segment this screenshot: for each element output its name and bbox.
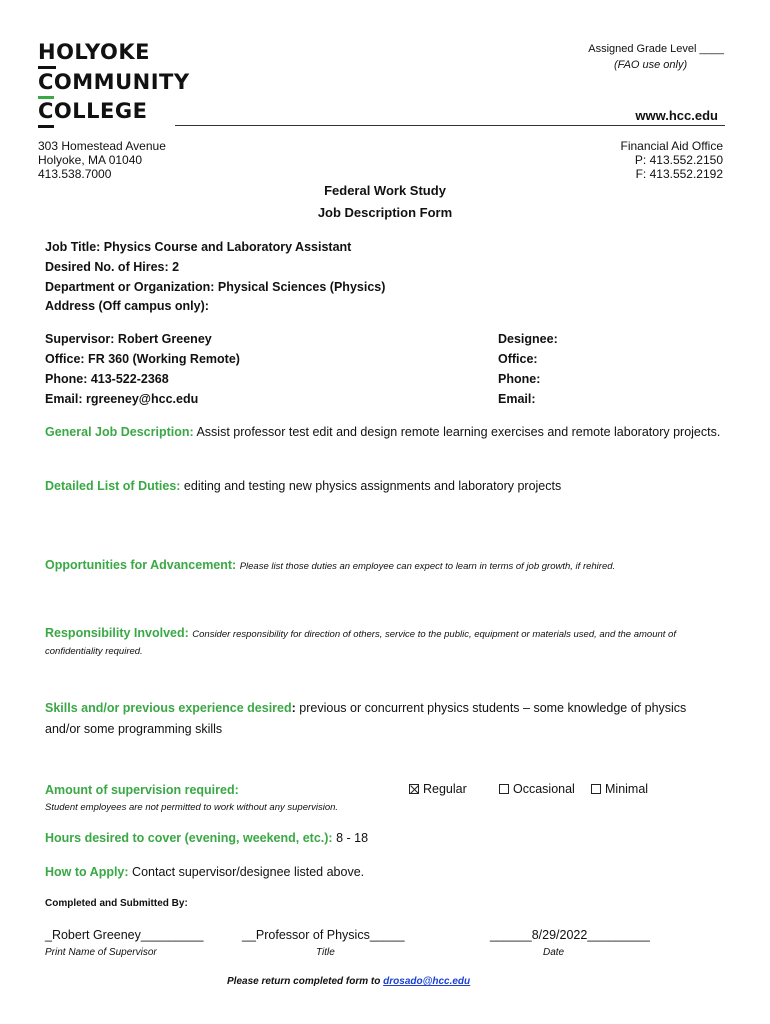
skills-text-1: previous or concurrent physics students – some knowledge of physics xyxy=(299,701,687,715)
occasional-label: Occasional xyxy=(513,782,575,796)
desired-hires: Desired No. of Hires: 2 xyxy=(45,260,180,274)
supervisor-email: Email: rgreeney@hcc.edu xyxy=(45,392,199,406)
skills-colon: : xyxy=(291,701,296,715)
form-title-line-2: Job Description Form xyxy=(317,205,453,220)
designee-email: Email: xyxy=(498,392,536,406)
supervision-occasional[interactable] xyxy=(499,782,575,796)
advancement-label: Opportunities for Advancement: xyxy=(45,558,237,572)
hours xyxy=(45,831,368,845)
job-title: Job Title: Physics Course and Laboratory Assistant xyxy=(45,240,352,254)
skills-label: Skills and/or previous experience desired xyxy=(45,701,292,715)
general-description-text: Assist professor test edit and design remote learning exercises and remote laboratory projects. xyxy=(196,425,721,439)
supervisor-title-value: __Professor of Physics_____ xyxy=(242,928,405,942)
hours-text: 8 - 18 xyxy=(336,831,369,845)
office-line-3: F: 413.552.2192 xyxy=(635,167,723,181)
duties-text: editing and testing new physics assignments and laboratory projects xyxy=(183,479,562,493)
how-to-apply xyxy=(45,865,364,879)
form-title-line-1: Federal Work Study xyxy=(324,183,446,198)
date-value: ______8/29/2022_________ xyxy=(490,928,650,942)
offcampus-address: Address (Off campus only): xyxy=(45,299,209,313)
completed-by-label: Completed and Submitted By: xyxy=(45,898,188,909)
designee-office: Office: xyxy=(498,352,538,366)
duties-label: Detailed List of Duties: xyxy=(45,479,181,493)
designee-phone: Phone: xyxy=(498,372,541,386)
supervision-regular[interactable] xyxy=(409,782,467,796)
supervision-label: Amount of supervision required: xyxy=(45,783,239,797)
regular-checkbox[interactable] xyxy=(409,784,419,794)
header-divider xyxy=(175,125,725,126)
hours-label: Hours desired to cover (evening, weekend, etc.): xyxy=(45,831,333,845)
supervisor-name-value: _Robert Greeney_________ xyxy=(45,928,204,942)
responsibility-text-2: confidentiality required. xyxy=(45,646,143,657)
responsibility xyxy=(45,626,676,640)
website-link[interactable]: www.hcc.edu xyxy=(635,108,718,123)
regular-label: Regular xyxy=(423,782,467,796)
date-caption: Date xyxy=(543,947,565,958)
office-line-2: P: 413.552.2150 xyxy=(634,153,723,167)
office-line-1: Financial Aid Office xyxy=(620,139,723,153)
supervision-note: Student employees are not permitted to work without any supervision. xyxy=(45,802,339,813)
supervisor-phone: Phone: 413-522-2368 xyxy=(45,372,169,386)
logo-community: COMMUNITY xyxy=(38,70,190,94)
general-description xyxy=(45,425,720,439)
advancement xyxy=(45,558,615,572)
department: Department or Organization: Physical Sciences (Physics) xyxy=(45,280,386,294)
designee-name: Designee: xyxy=(498,332,558,346)
logo-college: COLLEGE xyxy=(38,99,148,123)
logo-holyoke: HOLYOKE xyxy=(38,40,150,64)
address-line-2: Holyoke, MA 01040 xyxy=(38,153,143,167)
name-caption: Print Name of Supervisor xyxy=(45,947,157,958)
skills-text-2: and/or some programming skills xyxy=(45,722,223,736)
skills xyxy=(45,701,686,715)
general-description-label: General Job Description: xyxy=(45,425,194,439)
grade-level-label: Assigned Grade Level ____ xyxy=(588,43,724,55)
duties-list xyxy=(45,479,561,493)
minimal-label: Minimal xyxy=(605,782,649,796)
responsibility-text-1: Consider responsibility for direction of others, service to the public, equipment or materials used, and the amount of xyxy=(192,629,676,640)
supervisor-name: Supervisor: Robert Greeney xyxy=(45,332,212,346)
supervisor-office: Office: FR 360 (Working Remote) xyxy=(45,352,240,366)
return-email-link[interactable]: drosado@hcc.edu xyxy=(383,976,471,987)
occasional-checkbox[interactable] xyxy=(499,784,509,794)
minimal-checkbox[interactable] xyxy=(591,784,601,794)
advancement-text: Please list those duties an employee can expect to learn in terms of job growth, if rehired. xyxy=(239,561,616,572)
address-line-3: 413.538.7000 xyxy=(38,167,112,181)
address-line-1: 303 Homestead Avenue xyxy=(38,139,166,153)
return-instructions xyxy=(227,976,470,987)
apply-text: Contact supervisor/designee listed above. xyxy=(132,865,365,879)
title-caption: Title xyxy=(316,947,335,958)
supervision-minimal[interactable] xyxy=(591,782,648,796)
apply-label: How to Apply: xyxy=(45,865,129,879)
fao-use-label: (FAO use only) xyxy=(614,59,688,71)
return-text: Please return completed form to xyxy=(227,976,384,987)
responsibility-label: Responsibility Involved: xyxy=(45,626,189,640)
